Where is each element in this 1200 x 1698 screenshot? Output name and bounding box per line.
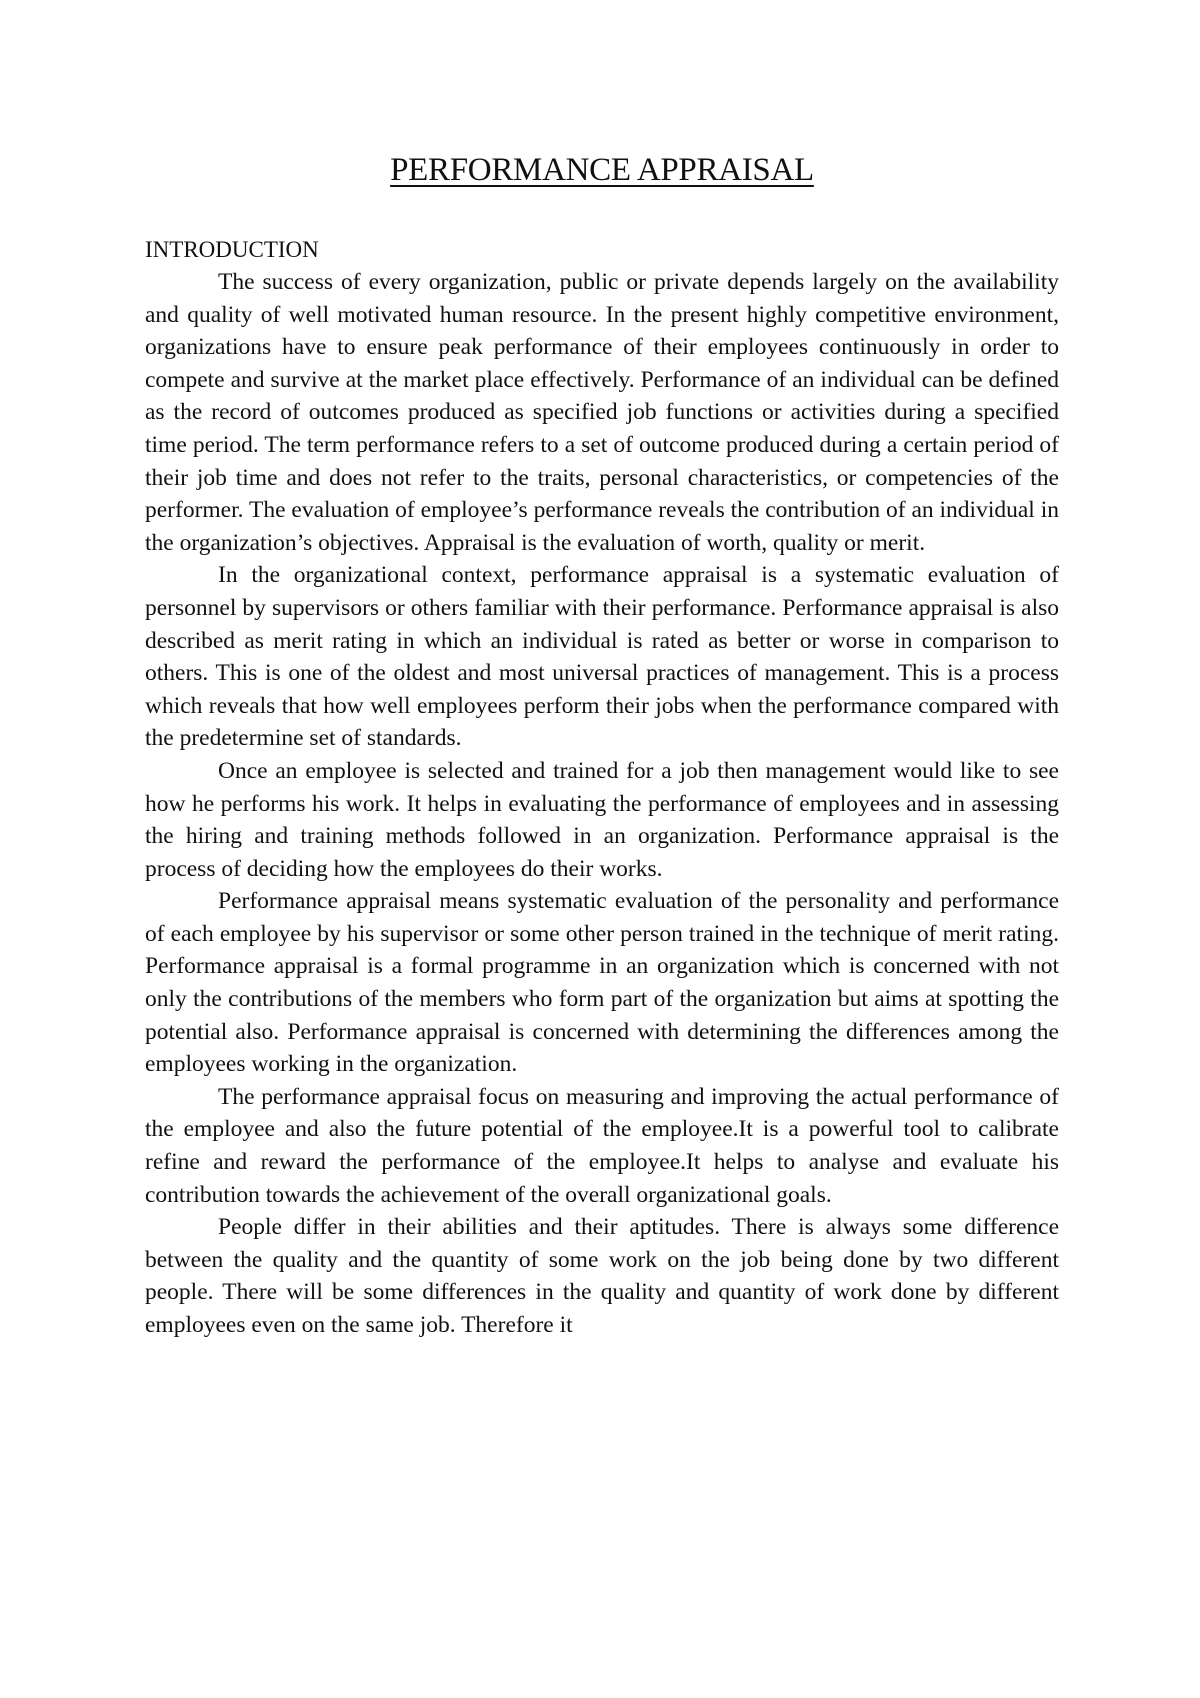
- section-heading-introduction: INTRODUCTION: [145, 237, 319, 262]
- paragraph-5: The performance appraisal focus on measuring and improving the actual performance of the employee and also the future potential of the employee.It is a powerful tool to calibrate refine and reward the performance of the employee.It helps to analyse and evaluate his contribution towards the achievement of the overall organizational goals.: [145, 1083, 1059, 1208]
- paragraph-2: In the organizational context, performance appraisal is a systematic evaluation of personnel by supervisors or others familiar with their performance. Performance appraisal is also described as merit rating in which an individual is rated as better or worse in comparison to others. This is one of the oldest and most universal practices of management. This is a process which reveals that how well employees perform their jobs when the performance compared with the predetermine set of standards.: [145, 562, 1059, 752]
- document-page: [145, 150, 1059, 1342]
- document-title: PERFORMANCE APPRAISAL: [390, 152, 814, 188]
- paragraph-3: Once an employee is selected and trained for a job then management would like to see how he performs his work. It helps in evaluating the performance of employees and in assessing the hiring and training methods followed in an organization. Performance appraisal is the process of deciding how the employees do their works.: [145, 757, 1059, 882]
- paragraph-1: The success of every organization, public or private depends largely on the availability and quality of well motivated human resource. In the present highly competitive environment, organizations have to ensure peak performance of their employees continuously in order to compete and survive at the market place effectively. Performance of an individual can be defined as the record of outcomes produced as specified job functions or activities during a specified time period. The term performance refers to a set of outcome produced during a certain period of their job time and does not refer to the traits, personal characteristics, or competencies of the performer. The evaluation of employee’s performance reveals the contribution of an individual in the organization’s objectives. Appraisal is the evaluation of worth, quality or merit.: [145, 269, 1059, 556]
- paragraph-4: Performance appraisal means systematic evaluation of the personality and performance of each employee by his supervisor or some other person trained in the technique of merit rating. Performance appraisal is a formal programme in an organization which is concerned with not only the contributions of the members who form part of the organization but aims at spotting the potential also. Performance appraisal is concerned with determining the differences among the employees working in the organization.: [145, 888, 1059, 1078]
- paragraph-6: People differ in their abilities and their aptitudes. There is always some difference between the quality and the quantity of some work on the job being done by two different people. There will be some differences in the quality and quantity of work done by different employees even on the same job. Therefore it: [145, 1214, 1059, 1338]
